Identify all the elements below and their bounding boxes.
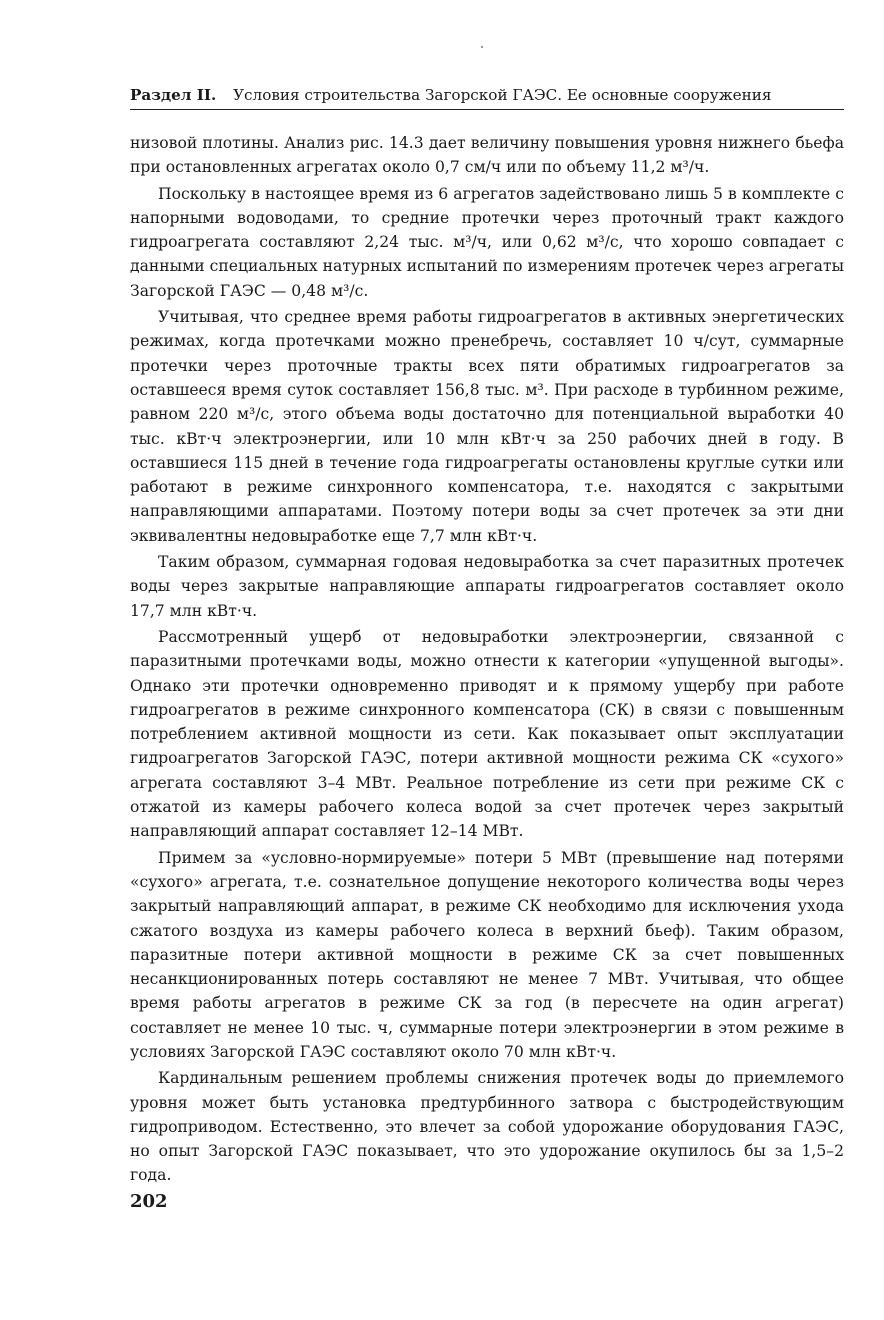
body-text bbox=[130, 131, 844, 1190]
header-rule bbox=[130, 109, 844, 110]
scan-speck bbox=[481, 46, 483, 48]
paragraph: Рассмотренный ущерб от недовыработки электроэнергии, связанной с паразитными протечками воды, можно отнести к категории «упущенной выгоды». Однако эти протечки одновременно приводят и к прямому ущербу при работе гидроагрегатов в режиме синхронного компенсатора (СК) в связи с повышенным потреблением активной мощности из сети. Как показывает опыт эксплуатации гидроагрегатов Загорской ГАЭС, потери активной мощности режима СК «сухого» агрегата составляют 3–4 МВт. Реальное потребление из сети при режиме СК с отжатой из камеры рабочего колеса водой за счет протечек через закрытый направляющий аппарат составляет 12–14 МВт. bbox=[130, 627, 844, 841]
section-title: Условия строительства Загорской ГАЭС. Ее основные сооружения bbox=[233, 86, 772, 104]
paragraph: Учитывая, что среднее время работы гидроагрегатов в активных энергетических режимах, когда протечками можно пренебречь, составляет 10 ч/сут, суммарные протечки через проточные тракты всех пяти обратимых гидроагрегатов за оставшееся время суток составляет 156,8 тыс. м³. При расходе в турбинном режиме, равном 220 м³/с, этого объема воды достаточно для потенциальной выработки 40 тыс. кВт·ч электроэнергии, или 10 млн кВт·ч за 250 рабочих дней в году. В оставшиеся 115 дней в течение года гидроагрегаты остановлены круглые сутки или работают в режиме синхронного компенсатора, т.е. находятся с закрытыми направляющими аппаратами. Поэтому потери воды за счет протечек за эти дни эквивалентны недовыработке еще 7,7 млн кВт·ч. bbox=[130, 308, 844, 545]
paragraph: Таким образом, суммарная годовая недовыработка за счет паразитных протечек воды через закрытые направляющие аппараты гидроагрегатов составляет около 17,7 млн кВт·ч. bbox=[130, 553, 844, 620]
running-header bbox=[130, 84, 844, 106]
section-label: Раздел II. bbox=[130, 86, 217, 104]
paragraph: Кардинальным решением проблемы снижения протечек воды до приемлемого уровня может быть установка предтурбинного затвора с быстродействующим гидроприводом. Естественно, это влечет за собой удорожание оборудования ГАЭС, но опыт Загорской ГАЭС показывает, что это удорожание окупилось бы за 1,5–2 года. bbox=[130, 1069, 844, 1185]
page-number: 202 bbox=[130, 1191, 168, 1212]
paragraph: Поскольку в настоящее время из 6 агрегатов задействовано лишь 5 в комплекте с напорными водоводами, то средние протечки через проточный тракт каждого гидроагрегата составляют 2,24 тыс. м³/ч, или 0,62 м³/с, что хорошо совпадает с данными специальных натурных испытаний по измерениям протечек через агрегаты Загорской ГАЭС — 0,48 м³/с. bbox=[130, 184, 844, 300]
paragraph: Примем за «условно-нормируемые» потери 5 МВт (превышение над потерями «сухого» агрегата, т.е. сознательное допущение некоторого количества воды через закрытый направляющий аппарат, в режиме СК необходимо для исключения ухода сжатого воздуха из камеры рабочего колеса в верхний бьеф). Таким образом, паразитные потери активной мощности в режиме СК за счет повышенных несанкционированных потерь составляют не менее 7 МВт. Учитывая, что общее время работы агрегатов в режиме СК за год (в пересчете на один агрегат) составляет не менее 10 тыс. ч, суммарные потери электроэнергии в этом режиме в условиях Загорской ГАЭС составляют около 70 млн кВт·ч. bbox=[130, 848, 844, 1061]
paragraph: низовой плотины. Анализ рис. 14.3 дает величину повышения уровня нижнего бьефа при остановленных агрегатах около 0,7 см/ч или по объему 11,2 м³/ч. bbox=[130, 134, 844, 177]
